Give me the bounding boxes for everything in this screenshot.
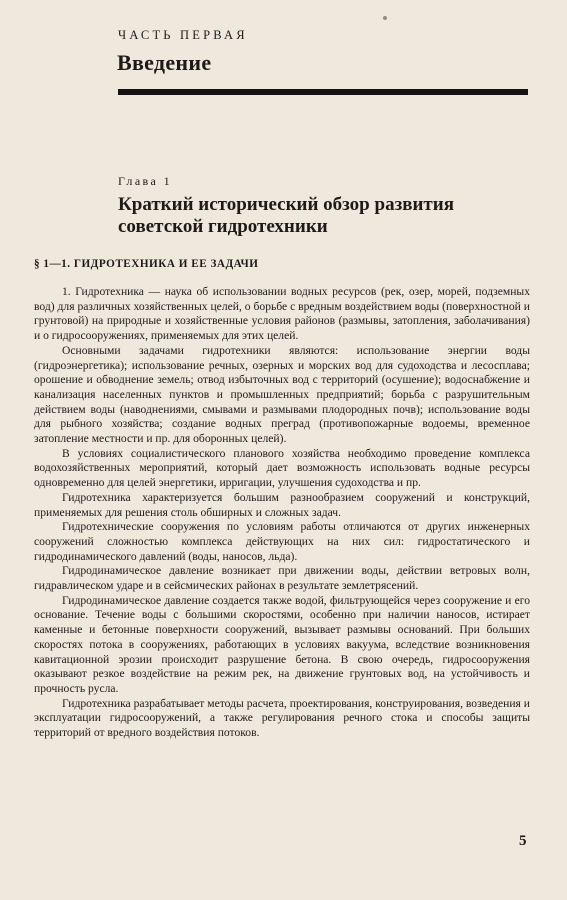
- paragraph: Гидротехника характеризуется большим разнообразием сооружений и конструкций, применяемых для решения столь обширных и сложных задач.: [34, 490, 530, 519]
- paragraph: Гидротехника разрабатывает методы расчета, проектирования, конструирования, возведения и эксплуатации гидросооружений, а также регулирования речного стока и способы защиты территорий от вредного воздействия потоков.: [34, 696, 530, 740]
- section-heading: § 1—1. ГИДРОТЕХНИКА И ЕЕ ЗАДАЧИ: [34, 258, 259, 270]
- print-speck: [383, 16, 387, 20]
- body-text: [34, 285, 530, 741]
- chapter-label: Глава 1: [118, 174, 172, 188]
- part-title: Введение: [117, 50, 212, 75]
- paragraph: 1. Гидротехника — наука об использовании водных ресурсов (рек, озер, морей, подземных вод) для различных хозяйственных целей, о борьбе с вредным воздействием воды (поверхностной и грунтовой) на природные и хозяйственные условия районов (размывы, затопления, заболачивания) и о гидросооружениях, применяемых для этих целей.: [34, 285, 530, 343]
- paragraph: Гидродинамическое давление создается также водой, фильтрующейся через сооружение и его основание. Течение воды с большими скоростями, особенно при наличии наносов, истирает каменные и бетонные поверхности сооружений, вызывает размывы оснований. При больших скоростях потока в сооружениях, работающих в условиях вакуума, вследствие возникновения кавитационной эрозии происходит разрушение бетона. В свою очередь, гидросооружения оказывают резкое воздействие на режим рек, на движение грунтовых вод, на устойчивость и прочность русла.: [34, 593, 530, 695]
- paragraph: Гидродинамическое давление возникает при движении воды, действии ветровых волн, гидравлическом ударе и в сейсмических районах в результате землетрясений.: [34, 564, 530, 593]
- part-label: ЧАСТЬ ПЕРВАЯ: [118, 28, 248, 42]
- paragraph: Гидротехнические сооружения по условиям работы отличаются от других инженерных сооружений сложностью комплекса действующих на них сил: гидростатического и гидродинамического давлений (воды, наносов, льда).: [34, 520, 530, 563]
- title-rule: [118, 89, 528, 95]
- chapter-title: Краткий исторический обзор развития советской гидротехники: [118, 194, 454, 237]
- page-number: 5: [519, 833, 527, 849]
- paragraph: В условиях социалистического планового хозяйства необходимо проведение комплекса водохозяйственных мероприятий, который дает возможность использовать водные ресурсы одновременно для целей энергетики, ирригации, улучшения судоходства и пр.: [34, 446, 530, 490]
- paragraph: Основными задачами гидротехники являются: использование энергии воды (гидроэнергетика); использование речных, озерных и морских вод для судоходства и лесосплава; орошение и обводнение земель; отвод избыточных вод с территорий (осушение); водоснабжение и канализация населенных пунктов и промышленных предприятий; борьба с разрушительным действием воды (наводнениями, смывами и размывами плодородных почв); использование воды для рыбного хозяйства; создание водных преград (противопожарные водоемы, временное затопление местности и пр. для оборонных целей).: [34, 343, 530, 446]
